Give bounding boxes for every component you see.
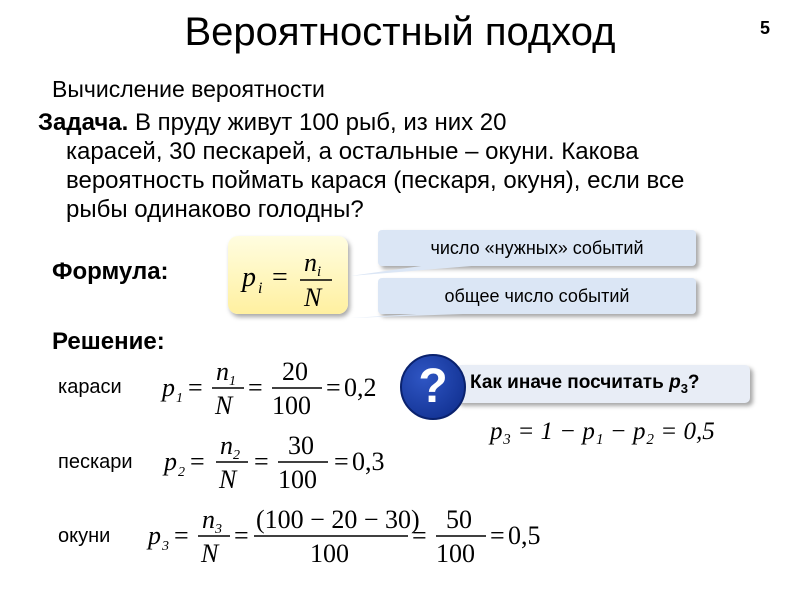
eq1-n: n — [216, 357, 229, 386]
slide-subtitle: Вычисление вероятности — [52, 76, 325, 102]
eq3-eq1: = — [174, 521, 189, 550]
slide-title: Вероятностный подход — [184, 10, 616, 54]
eq2-num: 30 — [288, 431, 314, 460]
row-label-okuni: окуни — [58, 525, 111, 547]
eq2-n-sub: 2 — [233, 448, 240, 463]
question-var-sub: 3 — [680, 380, 688, 396]
eq3-result: 0,5 — [508, 521, 541, 550]
eq3-n: n — [202, 505, 215, 534]
equation-karasi — [160, 356, 380, 418]
eq1-num: 20 — [282, 357, 308, 386]
eq2-eq2: = — [254, 447, 269, 476]
row-label-karasi: караси — [58, 376, 122, 398]
eq2-result: 0,3 — [352, 447, 385, 476]
eq2-n: n — [220, 431, 233, 460]
equation-peskari — [162, 430, 392, 492]
task-heading: Задача. — [38, 109, 129, 136]
task-line-1: В пруду живут 100 рыб, из них 20 — [135, 109, 507, 136]
eq1-p: p — [162, 373, 175, 402]
eq3-num2: 50 — [446, 505, 472, 534]
question-answer: p₃ = 1 − p₁ − p₂ = 0,5 — [490, 418, 715, 445]
slide-number: 5 — [760, 18, 771, 38]
question-label: Как иначе посчитать — [470, 372, 670, 393]
eq3-p: p — [148, 521, 161, 550]
eq2-p-sub: 2 — [178, 465, 185, 480]
eq3-n-sub: 3 — [215, 522, 222, 537]
eq1-eq2: = — [248, 373, 263, 402]
formula-numerator: n — [304, 248, 317, 277]
question-tail: ? — [687, 372, 700, 393]
eq2-den: 100 — [278, 465, 317, 492]
question-text — [470, 372, 700, 396]
eq3-p-sub: 3 — [162, 539, 169, 554]
equation-okuni — [146, 502, 546, 566]
callout-numerator-text: число «нужных» событий — [430, 238, 644, 258]
row-label-peskari: пескари — [58, 451, 133, 473]
solution-label: Решение: — [52, 328, 165, 355]
formula-equals: = — [272, 262, 288, 293]
eq1-p-sub: 1 — [176, 391, 183, 406]
callout-denominator-text: общее число событий — [444, 286, 630, 306]
formula-numerator-sub: i — [317, 264, 322, 280]
eq3-den2: 100 — [436, 539, 475, 566]
formula-label: Формула: — [52, 258, 169, 285]
eq1-eq3: = — [326, 373, 341, 402]
eq1-den: 100 — [272, 391, 311, 418]
eq2-p: p — [164, 447, 177, 476]
formula-box — [228, 236, 348, 314]
eq3-eq4: = — [490, 521, 505, 550]
callout-denominator — [378, 278, 696, 314]
callout-numerator — [378, 230, 696, 266]
question-var: p — [669, 372, 681, 393]
task-line-rest: карасей, 30 пескарей, а остальные – окуни. Какова вероятность поймать карася (пескаря, окуня), если все рыбы одинаково голодны? — [66, 138, 685, 223]
eq3-den: 100 — [310, 539, 349, 566]
eq1-eq1: = — [188, 373, 203, 402]
task-text — [38, 108, 718, 224]
question-mark-icon: ? — [400, 354, 466, 420]
eq1-N: N — [215, 391, 233, 418]
eq2-eq3: = — [334, 447, 349, 476]
formula-expression — [228, 236, 348, 314]
formula-denominator: N — [304, 283, 322, 312]
eq2-eq1: = — [190, 447, 205, 476]
eq3-eq3: = — [412, 521, 427, 550]
eq1-result: 0,2 — [344, 373, 377, 402]
eq3-N: N — [201, 539, 219, 566]
eq1-n-sub: 1 — [229, 374, 236, 389]
callout-denominator-tail — [340, 312, 530, 322]
eq3-eq2: = — [234, 521, 249, 550]
formula-lhs-sub: i — [258, 280, 263, 297]
formula-lhs: p — [242, 262, 256, 293]
eq3-num: (100 − 20 − 30) — [256, 505, 420, 534]
eq2-N: N — [219, 465, 237, 492]
